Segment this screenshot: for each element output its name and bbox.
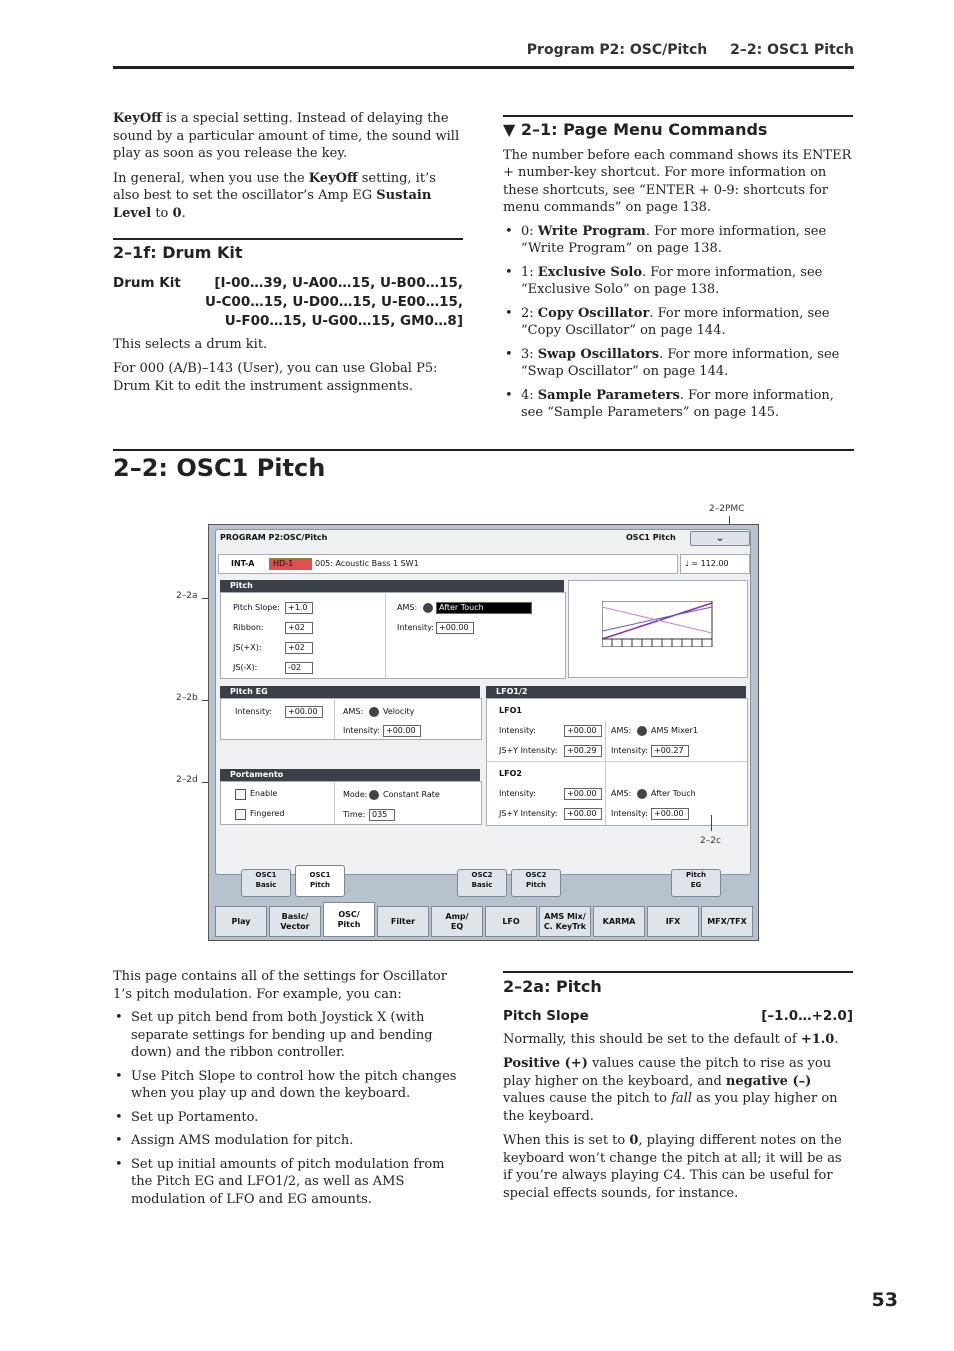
menu-command-item xyxy=(503,305,853,340)
page-menu-button[interactable] xyxy=(690,531,750,546)
lfo2-jsy-field[interactable]: +00.00 xyxy=(564,808,602,820)
pitch-eg-box xyxy=(220,698,482,740)
main-rule xyxy=(113,449,854,451)
chevron-down-icon: ⌄ xyxy=(715,531,725,544)
page-menu-heading: ▼ 2–1: Page Menu Commands xyxy=(503,119,768,139)
keyoff-term: KeyOff xyxy=(113,111,162,126)
command-name: Exclusive Solo xyxy=(537,264,643,280)
usage-item: • Set up Portamento. xyxy=(113,1109,463,1127)
jsx-label: JS(+X): xyxy=(233,643,262,652)
lfo-box xyxy=(486,698,748,826)
porta-bar: Portamento xyxy=(220,769,480,781)
pagetab-label: Vector xyxy=(280,921,310,931)
lfo1-jsy-label: JS+Y Intensity: xyxy=(499,746,558,755)
porta-box xyxy=(220,781,482,825)
header-rule xyxy=(113,66,854,69)
pitch-slope-label: Pitch Slope: xyxy=(233,603,280,612)
usage-item: • Set up pitch bend from both Joystick X (with separate settings for bending up and bending down) and the ribbon controller. xyxy=(113,1009,463,1062)
page-menu-intro: The number before each command shows its ENTER + number-key shortcut. For more information on these shortcuts, see “ENTER + 0-9: shortcuts for menu commands” on page 138. xyxy=(503,147,852,215)
drumkit-range-3: U-F00…15, U-G00…15, GM0…8] xyxy=(224,312,463,329)
lfo-bar: LFO1/2 xyxy=(486,686,746,698)
divider xyxy=(334,699,335,739)
pagetab-label: Pitch xyxy=(337,919,361,929)
pagetab-label: AMS Mix/ xyxy=(544,911,586,921)
pagetab-ams-mix[interactable] xyxy=(539,906,591,937)
left-top-column xyxy=(113,110,463,395)
text: , playing different notes on the keyboard won’t change the pitch at all; it will be as if you’re always playing C4. This can be useful for special effects sounds, for instance. xyxy=(503,1133,842,1201)
pitch-box xyxy=(220,592,566,679)
text: In general, when you use the xyxy=(113,170,309,186)
pitch-ams-label: AMS: xyxy=(397,603,418,612)
subtab-label: Pitch xyxy=(309,881,330,889)
menu-command-item xyxy=(503,264,853,299)
pagetab-amp-eq[interactable] xyxy=(431,906,483,937)
lfo2-ams-label: AMS: xyxy=(611,789,632,798)
porta-time-label: Time: xyxy=(343,810,366,819)
callout-2c: 2–2c xyxy=(700,836,721,846)
pitch-bar: Pitch xyxy=(220,580,564,592)
tempo-field[interactable] xyxy=(680,554,750,574)
negative-term: negative (–) xyxy=(725,1073,812,1089)
pagetab-label: LFO xyxy=(502,916,520,926)
fingered-label: Fingered xyxy=(250,809,285,818)
keyoff-paragraph-2 xyxy=(113,170,463,223)
keyoff-term: KeyOff xyxy=(308,170,358,186)
peg-int-field[interactable]: +00.00 xyxy=(285,706,323,718)
pagetab-label: EQ xyxy=(450,921,464,931)
drumkit-range-2: U-C00…15, U-D00…15, U-E00…15, xyxy=(204,293,463,310)
pitch-slope-name: Pitch Slope xyxy=(503,1007,589,1024)
peg-int2-field[interactable]: +00.00 xyxy=(383,725,421,737)
slope-graph-icon xyxy=(602,601,714,647)
divider xyxy=(385,593,386,678)
fall-term: fall xyxy=(671,1091,693,1106)
pitch-slope-param xyxy=(503,1008,853,1028)
mode-popup-icon[interactable] xyxy=(369,790,379,800)
drumkit-desc-2: For 000 (A/B)–143 (User), you can use Global P5: Drum Kit to edit the instrument assignments. xyxy=(113,361,438,394)
pitch-heading: 2–2a: Pitch xyxy=(503,976,602,996)
program-select[interactable] xyxy=(218,554,678,574)
lfo1-int2-label: Intensity: xyxy=(611,746,648,755)
callout-pmc: 2–2PMC xyxy=(709,504,745,514)
text: setting, it’s also best to set the oscillator’s Amp EG xyxy=(113,170,436,203)
pagetab-label: Filter xyxy=(390,916,416,926)
pagetab-label: MFX/TFX xyxy=(707,916,747,926)
command-name: Sample Parameters xyxy=(537,387,680,403)
peg-ams-value[interactable]: Velocity xyxy=(383,707,415,716)
text: values cause the pitch to rise as you play higher on the keyboard, and xyxy=(503,1056,832,1089)
text: values cause the pitch to xyxy=(503,1091,672,1106)
subtab-label: Pitch xyxy=(525,881,546,889)
pagetab-label: Play xyxy=(231,916,251,926)
pagetab-label: Basic/ xyxy=(281,911,309,921)
subtab-pitch-eg[interactable] xyxy=(671,869,721,897)
pitch-slope-range: [–1.0…+2.0] xyxy=(761,1007,853,1024)
default-value: +1.0 xyxy=(800,1031,835,1047)
usage-list xyxy=(113,1009,463,1208)
lfo2-int-label: Intensity: xyxy=(499,789,536,798)
right-bottom-column xyxy=(503,971,853,1202)
tempo-value: ♩ = 112.00 xyxy=(685,559,729,568)
command-desc: . For more information, see “Exclusive Solo” on page 138. xyxy=(521,264,823,297)
callout-line xyxy=(711,815,712,831)
lfo1-ams-value[interactable]: AMS Mixer1 xyxy=(651,726,698,735)
pitch-int-field[interactable]: +00.00 xyxy=(436,622,474,634)
section-rule xyxy=(503,971,853,973)
enable-label: Enable xyxy=(250,789,278,798)
zero-term: 0 xyxy=(172,205,182,221)
text: Normally, this should be set to the default of xyxy=(503,1031,801,1047)
command-number: 4: xyxy=(521,387,538,403)
divider xyxy=(334,782,335,824)
pitch-slope-p3 xyxy=(503,1132,853,1202)
osc1-intro: This page contains all of the settings for Oscillator 1’s pitch modulation. For example, you can: xyxy=(113,969,447,1002)
drumkit-desc-1: This selects a drum kit. xyxy=(113,336,268,352)
pagetab-label: Amp/ xyxy=(445,911,469,921)
command-name: Copy Oscillator xyxy=(537,305,650,321)
pagetab-lfo[interactable] xyxy=(485,906,537,937)
menu-command-item xyxy=(503,223,853,258)
right-top-column xyxy=(503,115,853,428)
command-desc: . For more information, see “Write Program” on page 138. xyxy=(521,223,827,256)
text: to xyxy=(151,205,173,221)
pagetab-karma[interactable] xyxy=(593,906,645,937)
enable-checkbox[interactable] xyxy=(235,789,246,800)
command-desc: . For more information, see “Sample Parameters” on page 145. xyxy=(521,387,834,420)
text: as you play higher on the keyboard. xyxy=(503,1091,838,1124)
ribbon-label: Ribbon: xyxy=(233,623,264,632)
pitch-int-label: Intensity: xyxy=(397,623,434,632)
lfo2-ams-value[interactable]: After Touch xyxy=(651,789,696,798)
subtab-osc2-pitch[interactable] xyxy=(511,869,561,897)
command-number: 1: xyxy=(521,264,538,280)
divider xyxy=(605,721,606,825)
usage-item: • Assign AMS modulation for pitch. xyxy=(113,1132,463,1150)
pitch-slope-graph xyxy=(568,580,748,678)
subtab-label: EG xyxy=(690,881,702,889)
subtab-label: OSC2 xyxy=(525,871,547,879)
pitch-ams-field[interactable]: After Touch xyxy=(436,602,532,614)
peg-int2-label: Intensity: xyxy=(343,726,380,735)
command-name: Write Program xyxy=(537,223,646,239)
ui-main-area xyxy=(215,529,751,875)
ribbon-field[interactable]: +02 xyxy=(285,622,313,634)
ams-popup-icon[interactable] xyxy=(637,726,647,736)
pagetab-play[interactable] xyxy=(215,906,267,937)
ui-screenshot xyxy=(208,524,759,941)
lfo1-ams-label: AMS: xyxy=(611,726,632,735)
command-number: 3: xyxy=(521,346,538,362)
section-rule xyxy=(503,115,853,117)
lfo1-int2-field[interactable]: +00.27 xyxy=(651,745,689,757)
program-name: 005: Acoustic Bass 1 SW1 xyxy=(315,559,419,568)
ui-title: PROGRAM P2:OSC/Pitch xyxy=(220,533,328,542)
pagetab-osc-pitch[interactable] xyxy=(323,902,375,937)
porta-mode-value[interactable]: Constant Rate xyxy=(383,790,440,799)
keyoff-paragraph xyxy=(113,110,463,163)
sustain-term: Sustain Level xyxy=(113,188,432,221)
pagetab-label: IFX xyxy=(665,916,681,926)
subtab-label: Basic xyxy=(471,881,493,889)
jsx-field[interactable]: +02 xyxy=(285,642,313,654)
menu-command-item xyxy=(503,387,853,422)
text: When this is set to xyxy=(503,1133,630,1148)
peg-int-label: Intensity: xyxy=(235,707,272,716)
lfo2-label: LFO2 xyxy=(499,769,522,778)
porta-mode-label: Mode: xyxy=(343,790,368,799)
pagetab-basic-vector[interactable] xyxy=(269,906,321,937)
pitch-slope-p1 xyxy=(503,1031,853,1049)
lfo1-jsy-field[interactable]: +00.29 xyxy=(564,745,602,757)
subtab-label: Basic xyxy=(255,881,277,889)
ams-popup-icon[interactable] xyxy=(369,707,379,717)
callout-2a: 2–2a xyxy=(176,591,198,601)
positive-term: Positive (+) xyxy=(503,1056,588,1071)
lfo1-label: LFO1 xyxy=(499,706,522,715)
main-heading: 2–2: OSC1 Pitch xyxy=(113,454,326,482)
pitch-slope-p2 xyxy=(503,1055,853,1125)
bank-label: INT-A xyxy=(231,559,255,568)
command-number: 0: xyxy=(521,223,538,239)
pagetab-filter[interactable] xyxy=(377,906,429,937)
subtab-osc1-pitch[interactable] xyxy=(295,865,345,897)
divider xyxy=(487,761,747,762)
command-number: 2: xyxy=(521,305,538,321)
text: . xyxy=(834,1031,839,1047)
callout-2d: 2–2d xyxy=(176,775,198,785)
ui-page-name: OSC1 Pitch xyxy=(626,533,676,542)
header-section: Program P2: OSC/Pitch xyxy=(526,42,708,58)
usage-item: • Set up initial amounts of pitch modulation from the Pitch EG and LFO1/2, as well as AMS modulation of LFO and EG amounts. xyxy=(113,1156,463,1209)
callout-2b: 2–2b xyxy=(176,693,198,703)
command-desc: . For more information, see “Copy Oscillator” on page 144. xyxy=(521,305,830,338)
running-header xyxy=(527,42,854,58)
pagetab-mfx-tfx[interactable] xyxy=(701,906,753,937)
peg-ams-label: AMS: xyxy=(343,707,364,716)
lfo1-int-label: Intensity: xyxy=(499,726,536,735)
lfo2-int-field[interactable]: +00.00 xyxy=(564,788,602,800)
text: . xyxy=(181,205,186,221)
lfo2-int2-field[interactable]: +00.00 xyxy=(651,808,689,820)
fingered-checkbox[interactable] xyxy=(235,809,246,820)
hd-badge: HD-1 xyxy=(269,558,312,570)
pitch-eg-bar: Pitch EG xyxy=(220,686,480,698)
lfo2-jsy-label: JS+Y Intensity: xyxy=(499,809,558,818)
subtab-label: OSC1 xyxy=(255,871,277,879)
header-page: 2–2: OSC1 Pitch xyxy=(730,42,854,58)
ams-popup-icon[interactable] xyxy=(637,789,647,799)
drumkit-heading: 2–1f: Drum Kit xyxy=(113,242,243,262)
page-menu-list xyxy=(503,223,853,422)
drumkit-range-1: [I-00…39, U-A00…15, U-B00…15, xyxy=(214,274,463,291)
pagetab-label: OSC/ xyxy=(338,909,360,919)
pagetab-ifx[interactable] xyxy=(647,906,699,937)
command-desc: . For more information, see “Swap Oscillator” on page 144. xyxy=(521,346,840,379)
pagetab-label: C. KeyTrk xyxy=(543,921,587,931)
pitch-slope-field[interactable]: +1.0 xyxy=(285,602,313,614)
pagetab-label: KARMA xyxy=(602,916,636,926)
subtab-osc2-basic[interactable] xyxy=(457,869,507,897)
porta-time-field[interactable]: 035 xyxy=(369,809,395,821)
jsmx-field[interactable]: -02 xyxy=(285,662,313,674)
subtab-label: OSC2 xyxy=(471,871,493,879)
lfo1-int-field[interactable]: +00.00 xyxy=(564,725,602,737)
command-name: Swap Oscillators xyxy=(537,346,660,362)
usage-item: • Use Pitch Slope to control how the pitch changes when you play up and down the keyboard. xyxy=(113,1068,463,1103)
menu-command-item xyxy=(503,346,853,381)
zero-term: 0 xyxy=(629,1133,639,1148)
drumkit-param xyxy=(113,275,463,331)
jsmx-label: JS(-X): xyxy=(233,663,258,672)
subtab-label: OSC1 xyxy=(309,871,331,879)
subtab-osc1-basic[interactable] xyxy=(241,869,291,897)
section-rule xyxy=(113,238,463,240)
left-bottom-column xyxy=(113,968,463,1214)
lfo2-int2-label: Intensity: xyxy=(611,809,648,818)
ams-popup-icon[interactable] xyxy=(423,603,433,613)
keyoff-text: is a special setting. Instead of delaying the sound by a particular amount of time, the sound will play as soon as you release the key. xyxy=(113,111,460,161)
page-number: 53 xyxy=(871,1289,898,1311)
subtab-label: Pitch xyxy=(685,871,706,879)
drumkit-param-name: Drum Kit xyxy=(113,274,181,291)
